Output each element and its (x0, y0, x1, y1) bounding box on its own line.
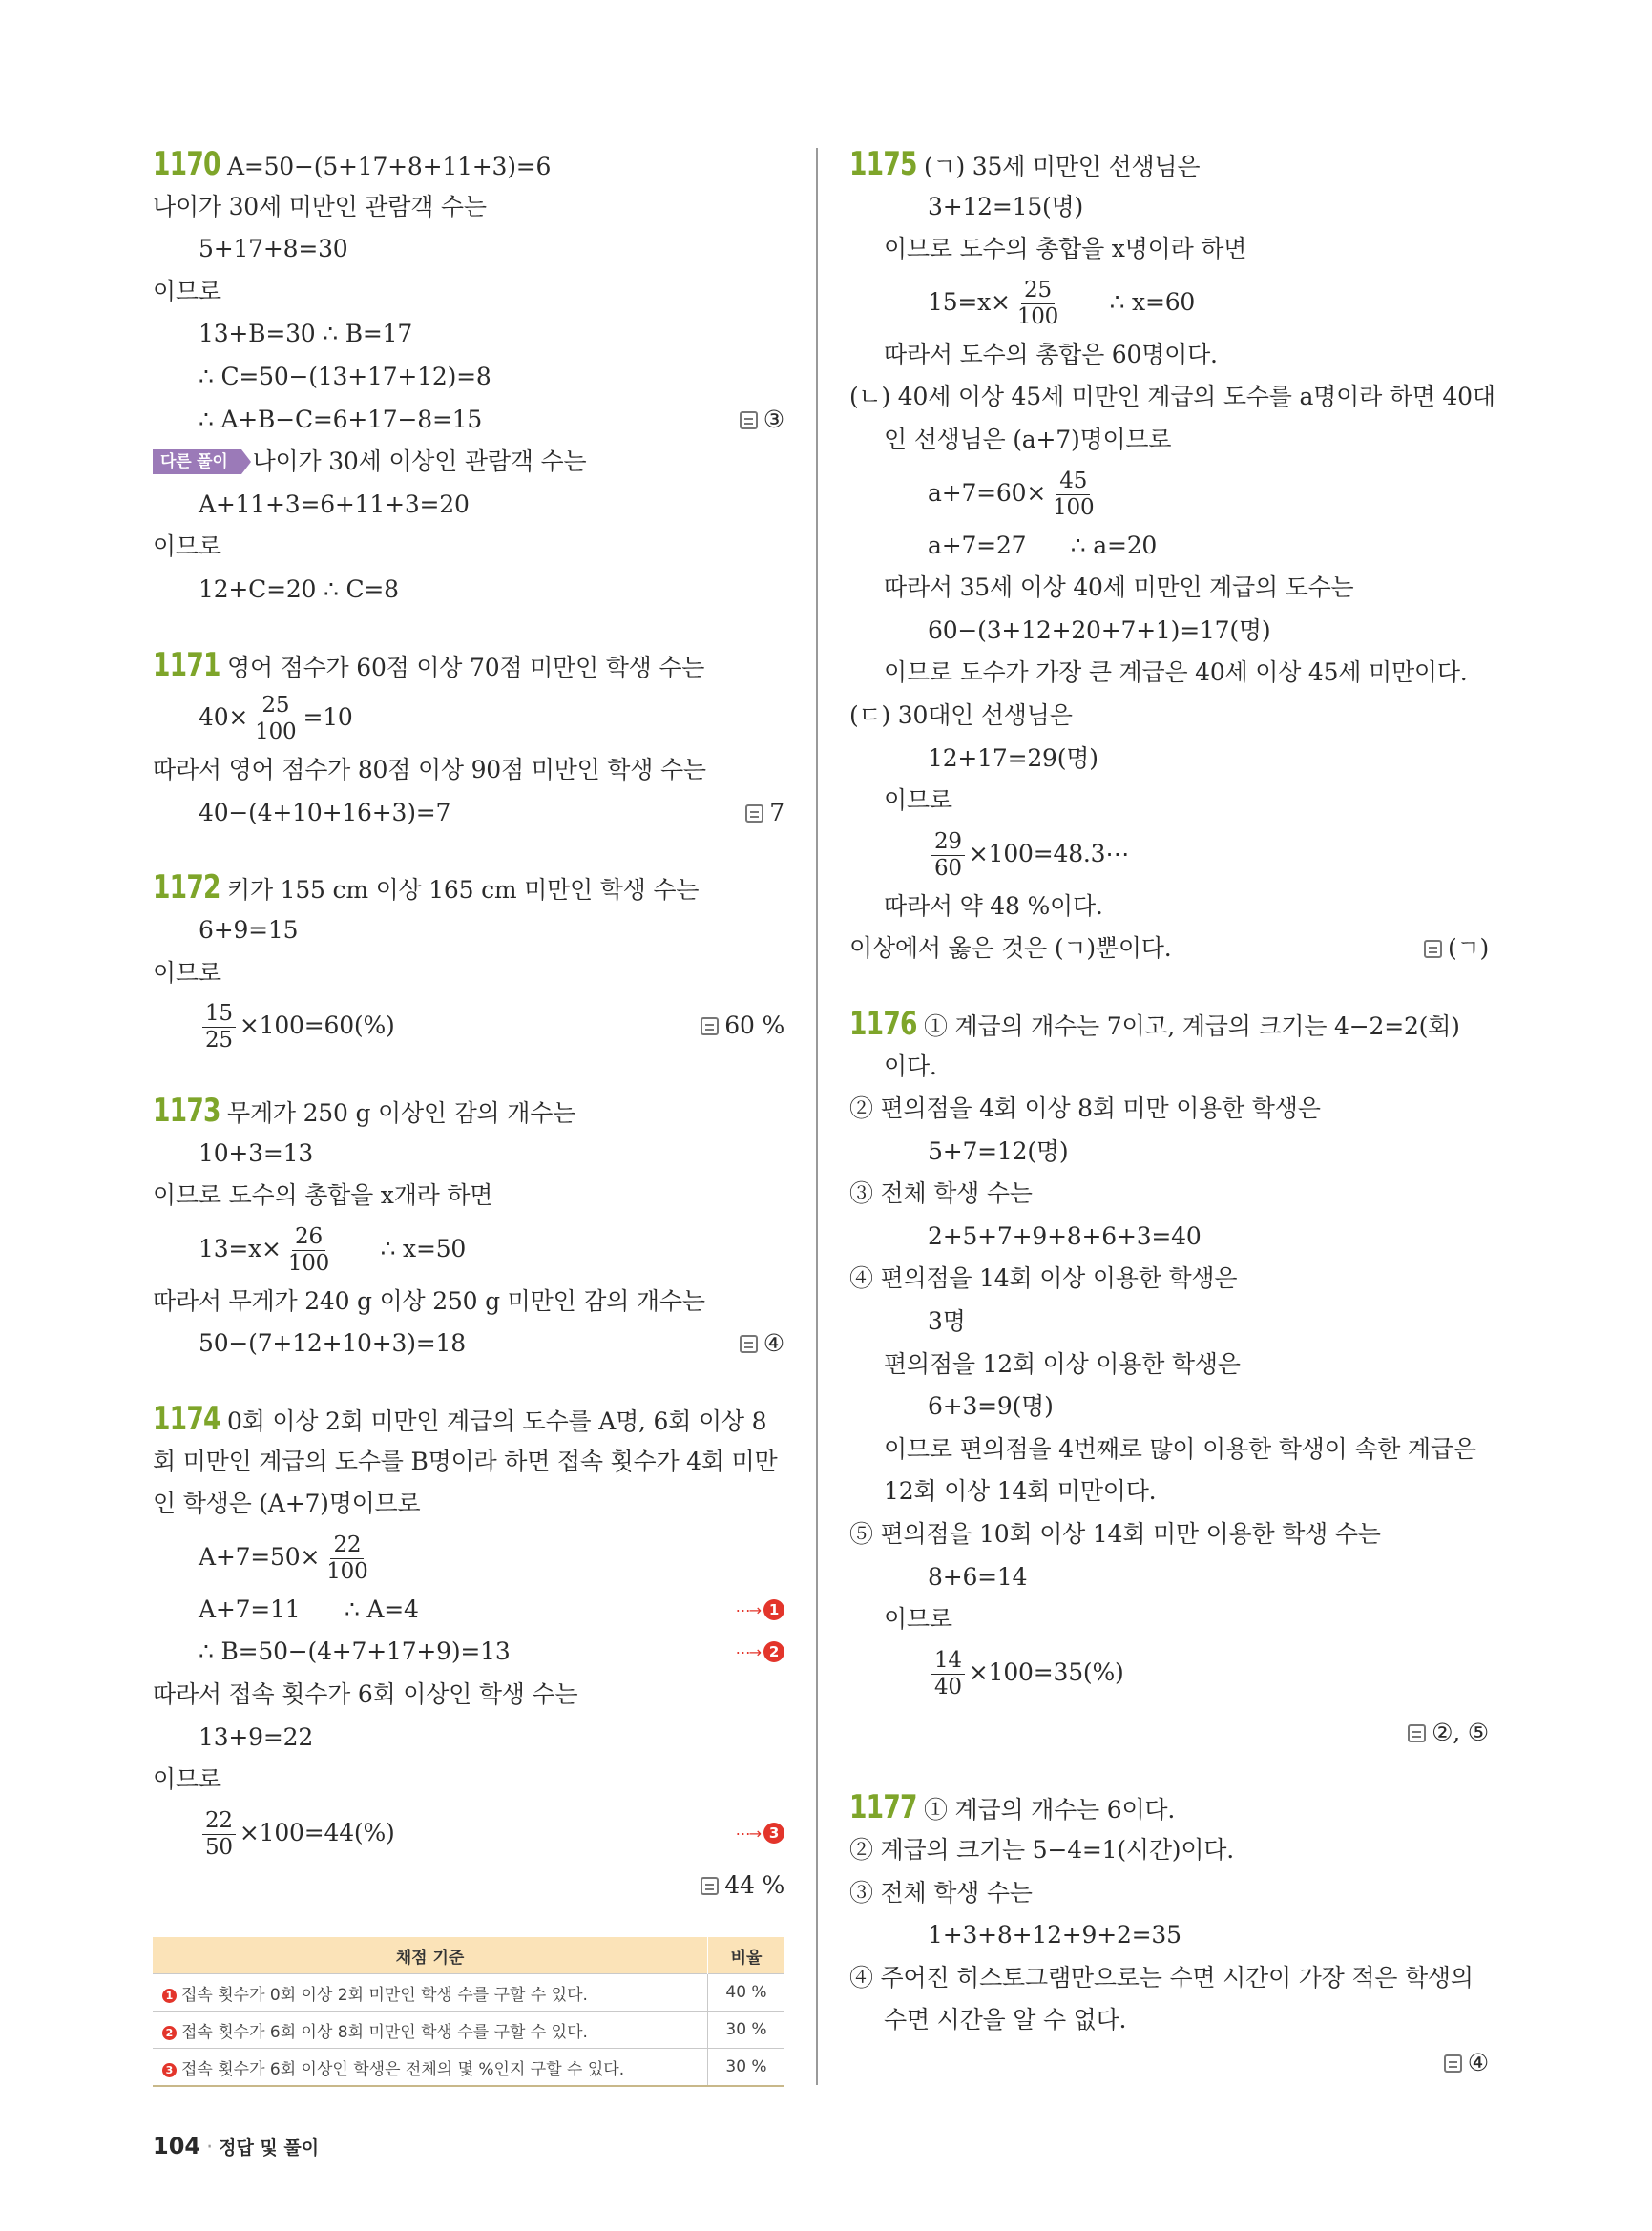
problem-1172 (153, 866, 784, 1057)
ratio-value: 30 % (708, 2049, 785, 2087)
problem-number: 1173 (153, 1092, 220, 1131)
table-row (153, 2049, 784, 2087)
problem-number: 1176 (849, 1004, 917, 1043)
solution-line: a+7=60× (928, 478, 1047, 507)
solution-line: ×100=48.3⋯ (968, 839, 1130, 867)
page-number: 104 (153, 2133, 201, 2159)
solution-line: 5+7=12(명) (928, 1136, 1069, 1165)
solution-line: 영어 점수가 60점 이상 70점 미만인 학생 수는 (227, 653, 705, 681)
grading-header-ratio: 비율 (708, 1937, 785, 1974)
answer (1444, 2042, 1489, 2085)
problem-1176 (849, 1003, 1489, 1755)
solution-line: 8+6=14 (928, 1562, 1028, 1591)
fraction: $\frac{22}{50}$ (202, 1810, 236, 1859)
problem-1170 (153, 143, 784, 612)
criteria-text: 접속 횟수가 0회 이상 2회 미만인 학생 수를 구할 수 있다. (181, 1985, 588, 2005)
solution-line: 회 미만인 계급의 도수를 B명이라 하면 접속 횟수가 4회 미만 (153, 1447, 778, 1475)
answer-value: 44 % (724, 1870, 784, 1899)
solution-line: 이상에서 옳은 것은 (ㄱ)뿐이다. (849, 934, 1172, 963)
fraction: $\frac{25}{100}$ (1016, 277, 1059, 329)
step-marker: ⋯→ 3 (736, 1802, 784, 1866)
step-marker: ⋯→ 2 (736, 1631, 784, 1675)
answer (1424, 928, 1489, 970)
answer-icon (740, 411, 758, 429)
solution-line: 이므로 도수의 총합을 x명이라 하면 (884, 235, 1247, 263)
fraction: $\frac{14}{40}$ (931, 1650, 965, 1699)
solution-line: 이므로 도수가 가장 큰 계급은 40세 이상 45세 미만이다. (884, 658, 1468, 687)
solution-line: 13=x× (199, 1234, 282, 1262)
solution-line: 이므로 (884, 1605, 952, 1634)
answer-icon (745, 804, 763, 823)
solution-line: 키가 155 cm 이상 165 cm 미만인 학생 수는 (227, 876, 700, 905)
solution-line: ③ 전체 학생 수는 (849, 1179, 1033, 1208)
problem-1174 (153, 1398, 784, 1907)
table-row (153, 1974, 784, 2012)
problem-1173 (153, 1090, 784, 1366)
solution-line: 이므로 (884, 786, 952, 815)
solution-line: ∴ A+B−C=6+17−8=15 (199, 405, 483, 433)
solution-line: 3명 (928, 1307, 966, 1336)
solution-line: 10+3=13 (199, 1138, 314, 1167)
solution-line: 나이가 30세 미만인 관람객 수는 (153, 192, 487, 220)
solution-line: 따라서 35세 이상 40세 미만인 계급의 도수는 (884, 573, 1354, 602)
solution-line: (ㄷ) 30대인 선생님은 (849, 700, 1073, 729)
answer-icon (701, 1877, 719, 1895)
table-row (153, 2012, 784, 2049)
solution-line: 인 선생님은 (a+7)명이므로 (884, 425, 1172, 453)
grading-header-criteria: 채점 기준 (153, 1937, 708, 1974)
solution-line: (ㄴ) 40세 이상 45세 미만인 계급의 도수를 a명이라 하면 40대 (849, 383, 1495, 411)
answer-icon (1444, 2054, 1462, 2073)
solution-line: 12+17=29(명) (928, 743, 1098, 772)
solution-line: 따라서 접속 횟수가 6회 이상인 학생 수는 (153, 1680, 578, 1709)
solution-line: 40−(4+10+16+3)=7 (199, 798, 451, 826)
answer-icon (740, 1335, 758, 1353)
fraction: $\frac{25}{100}$ (255, 693, 297, 745)
solution-line: 이므로 도수의 총합을 x개라 하면 (153, 1181, 493, 1210)
solution-line: 2+5+7+9+8+6+3=40 (928, 1221, 1202, 1250)
solution-line: 50−(7+12+10+3)=18 (199, 1329, 466, 1358)
solution-line: ×100=35(%) (968, 1658, 1124, 1686)
solution-line: ×100=60(%) (239, 1011, 395, 1040)
solution-line: 따라서 도수의 총합은 60명이다. (884, 340, 1218, 368)
solution-line: 이므로 (153, 277, 221, 305)
solution-line: ① 계급의 개수는 6이다. (924, 1796, 1176, 1824)
solution-line: 13+B=30 ∴ B=17 (199, 320, 413, 348)
solution-line: 6+9=15 (199, 915, 299, 944)
solution-line: ① 계급의 개수는 7이고, 계급의 크기는 4−2=2(회) (924, 1011, 1460, 1040)
solution-line: 15=x× (928, 287, 1011, 316)
answer-value: 7 (769, 798, 784, 826)
solution-line: 이므로 (153, 958, 221, 987)
problem-number: 1172 (153, 868, 220, 907)
solution-line: ② 계급의 크기는 5−4=1(시간)이다. (849, 1836, 1235, 1864)
answer-value: ④ (1467, 2048, 1489, 2076)
solution-line: ⑤ 편의점을 10회 이상 14회 미만 이용한 학생 수는 (849, 1520, 1381, 1549)
step-number: 2 (162, 2026, 177, 2040)
solution-line: a+7=27 ∴ a=20 (928, 531, 1158, 559)
solution-line: ③ 전체 학생 수는 (849, 1878, 1033, 1907)
fraction: $\frac{22}{100}$ (326, 1532, 368, 1584)
answer-value: ②, ⑤ (1432, 1718, 1489, 1746)
solution-line: 따라서 영어 점수가 80점 이상 90점 미만인 학생 수는 (153, 756, 706, 784)
step-number: 1 (162, 1989, 177, 2003)
solution-line: 6+3=9(명) (928, 1392, 1054, 1421)
answer-value: 60 % (724, 1011, 784, 1040)
answer (701, 994, 784, 1057)
criteria-text: 접속 횟수가 6회 이상인 학생은 전체의 몇 %인지 구할 수 있다. (181, 2059, 625, 2079)
solution-line: ④ 주어진 히스토그램만으로는 수면 시간이 가장 적은 학생의 (849, 1963, 1474, 1991)
solution-line: ∴ x=60 (1065, 287, 1196, 316)
problem-1177 (849, 1786, 1489, 2084)
alt-solution-badge: 다른 풀이 (153, 449, 241, 474)
column-divider (816, 148, 818, 2085)
solution-line: 이므로 (153, 1765, 221, 1794)
answer (740, 399, 784, 442)
solution-line: ② 편의점을 4회 이상 8회 미만 이용한 학생은 (849, 1095, 1321, 1123)
solution-line: ∴ B=50−(4+7+17+9)=13 (199, 1637, 511, 1666)
problem-number: 1175 (849, 145, 917, 183)
answer-value: (ㄱ) (1447, 934, 1489, 963)
answer (745, 792, 784, 835)
answer-icon (701, 1017, 719, 1035)
problem-number: 1177 (849, 1788, 917, 1827)
solution-line: 이다. (884, 1052, 937, 1080)
answer-icon (1408, 1724, 1426, 1742)
answer (701, 1865, 784, 1908)
solution-line: 12회 이상 14회 미만이다. (884, 1477, 1157, 1506)
fraction: $\frac{15}{25}$ (202, 1003, 236, 1052)
solution-line: 이므로 편의점을 4번째로 많이 이용한 학생이 속한 계급은 (884, 1434, 1476, 1463)
solution-line: 12+C=20 ∴ C=8 (199, 574, 399, 603)
problem-number: 1174 (153, 1400, 220, 1439)
solution-line: 3+12=15(명) (928, 192, 1084, 220)
solution-line: 나이가 30세 이상인 관람객 수는 (252, 448, 587, 476)
step-number: 3 (162, 2063, 177, 2077)
answer-value: ③ (763, 405, 784, 433)
answer-icon (1424, 940, 1442, 958)
right-column (849, 143, 1495, 2085)
answer (1408, 1712, 1489, 1755)
solution-line: 따라서 약 48 %이다. (884, 891, 1103, 920)
solution-line: 이므로 (153, 532, 221, 561)
grading-table (153, 1937, 784, 2087)
solution-line: 편의점을 12회 이상 이용한 학생은 (884, 1349, 1241, 1378)
solution-line: A=50−(5+17+8+11+3)=6 (227, 153, 552, 180)
solution-line: A+7=50× (199, 1542, 321, 1571)
solution-line: A+7=11 ∴ A=4 (199, 1595, 419, 1623)
solution-line: 13+9=22 (199, 1722, 314, 1751)
answer (740, 1323, 784, 1366)
step-marker: ⋯→ 1 (736, 1589, 784, 1633)
footer-title: 정답 및 풀이 (219, 2137, 320, 2158)
fraction: $\frac{29}{60}$ (931, 831, 965, 880)
problem-1171 (153, 644, 784, 835)
problem-number: 1171 (153, 645, 220, 684)
solution-line: (ㄱ) 35세 미만인 선생님은 (924, 153, 1201, 180)
solution-line: =10 (303, 703, 353, 732)
solution-line: 따라서 무게가 240 g 이상 250 g 미만인 감의 개수는 (153, 1286, 705, 1315)
solution-line: ×100=44(%) (239, 1818, 395, 1846)
solution-line: 60−(3+12+20+7+1)=17(명) (928, 615, 1271, 644)
solution-line: 무게가 250 g 이상인 감의 개수는 (227, 1099, 576, 1128)
fraction: $\frac{45}{100}$ (1053, 468, 1095, 520)
answer-value: ④ (763, 1329, 784, 1358)
solution-line: 인 학생은 (A+7)명이므로 (153, 1490, 421, 1518)
solution-line: ∴ C=50−(13+17+12)=8 (199, 362, 491, 390)
ratio-value: 40 % (708, 1974, 785, 2012)
solution-line: 40× (199, 703, 249, 732)
solution-line: 수면 시간을 알 수 없다. (884, 2006, 1127, 2034)
ratio-value: 30 % (708, 2012, 785, 2049)
solution-line: 0회 이상 2회 미만인 계급의 도수를 A명, 6회 이상 8 (227, 1407, 767, 1436)
solution-line: 5+17+8=30 (199, 235, 348, 263)
footer-separator: · (206, 2136, 214, 2159)
left-column (153, 143, 784, 1907)
problem-1175 (849, 143, 1495, 970)
fraction: $\frac{26}{100}$ (287, 1223, 330, 1276)
solution-line: 1+3+8+12+9+2=35 (928, 1921, 1181, 1950)
page-footer (153, 2133, 319, 2159)
solution-line: ④ 편의점을 14회 이상 이용한 학생은 (849, 1264, 1238, 1293)
problem-number: 1170 (153, 145, 220, 183)
solution-line: A+11+3=6+11+3=20 (199, 490, 470, 518)
criteria-text: 접속 횟수가 6회 이상 8회 미만인 학생 수를 구할 수 있다. (181, 2022, 588, 2042)
solution-line: ∴ x=50 (336, 1234, 467, 1262)
